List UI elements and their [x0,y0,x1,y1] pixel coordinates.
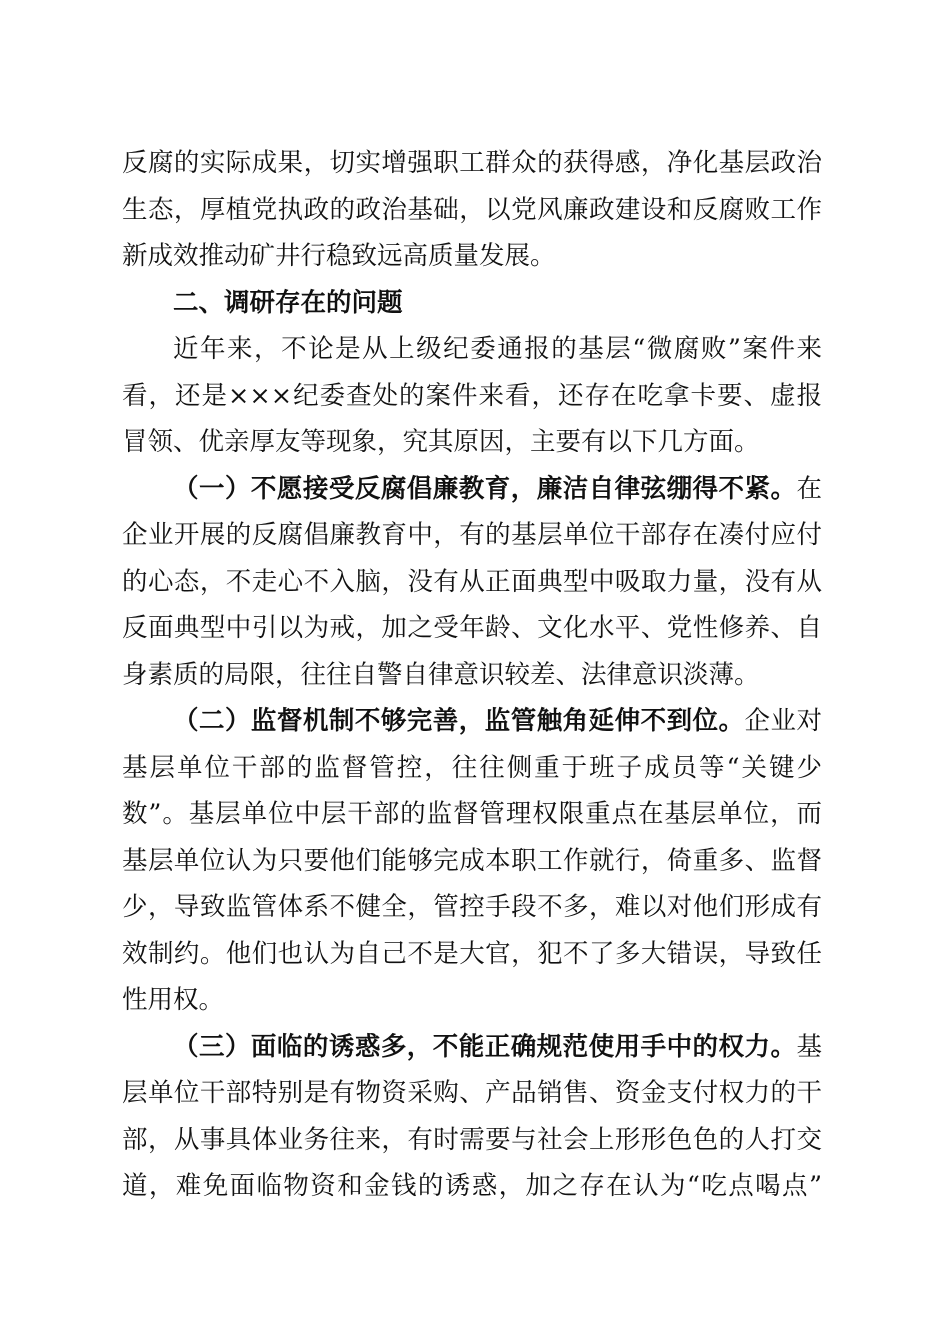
paragraph-line: 反腐的实际成果，切实增强职工群众的获得感，净化基层政治 [122,148,822,178]
paragraph-line: 看，还是×××纪委查处的案件来看，还存在吃拿卡要、虚报 [122,380,822,411]
paragraph-line: 新成效推动矿井行稳致远高质量发展。 [122,241,556,271]
paragraph-line: 部，从事具体业务往来，有时需要与社会上形形色色的人打交 [122,1124,822,1155]
section-heading: 二、调研存在的问题 [173,287,403,318]
subsection-first-line [122,698,822,745]
paragraph-line: 效制约。他们也认为自己不是大官，犯不了多大错误，导致任 [122,938,822,969]
paragraph-line: 企业开展的反腐倡廉教育中，有的基层单位干部存在凑付应付 [122,520,822,550]
paragraph-line: 道，难免面临物资和金钱的诱惑，加之存在认为“吃点喝点” [122,1171,822,1201]
paragraph-line: 近年来，不论是从上级纪委通报的基层“微腐败”案件来 [173,334,822,364]
subsection-first-line [122,466,822,513]
paragraph-line: 少，导致监管体系不健全，管控手段不多，难以对他们形成有 [122,892,822,922]
subsection-title: （二）监督机制不够完善，监管触角延伸不到位。 [173,706,745,736]
paragraph-line: 层单位干部特别是有物资采购、产品销售、资金支付权力的干 [122,1078,822,1108]
document-body [122,140,822,1210]
paragraph-line: 性用权。 [122,985,225,1015]
paragraph-text: 基 [796,1031,822,1062]
paragraph-line: 冒领、优亲厚友等现象，究其原因，主要有以下几方面。 [122,427,760,457]
paragraph-line: 基层单位认为只要他们能够完成本职工作就行，倚重多、监督 [122,845,822,876]
subsection-title: （三）面临的诱惑多，不能正确规范使用手中的权力。 [173,1031,797,1062]
paragraph-line: 数”。基层单位中层干部的监督管理权限重点在基层单位，而 [122,799,822,829]
paragraph-text: 企业对 [744,706,822,736]
subsection-first-line [122,1024,822,1071]
paragraph-line: 身素质的局限，往往自警自律意识较差、法律意识淡薄。 [122,659,760,690]
subsection-title: （一）不愿接受反腐倡廉教育，廉洁自律弦绷得不紧。 [173,473,797,504]
paragraph-line: 生态，厚植党执政的政治基础，以党风廉政建设和反腐败工作 [122,194,822,225]
paragraph-text: 在 [796,473,822,504]
paragraph-line: 的心态，不走心不入脑，没有从正面典型中吸取力量，没有从 [122,566,822,597]
paragraph-line: 反面典型中引以为戒，加之受年龄、文化水平、党性修养、自 [122,613,822,643]
paragraph-line: 基层单位干部的监督管控，往往侧重于班子成员等“关键少 [122,752,822,783]
